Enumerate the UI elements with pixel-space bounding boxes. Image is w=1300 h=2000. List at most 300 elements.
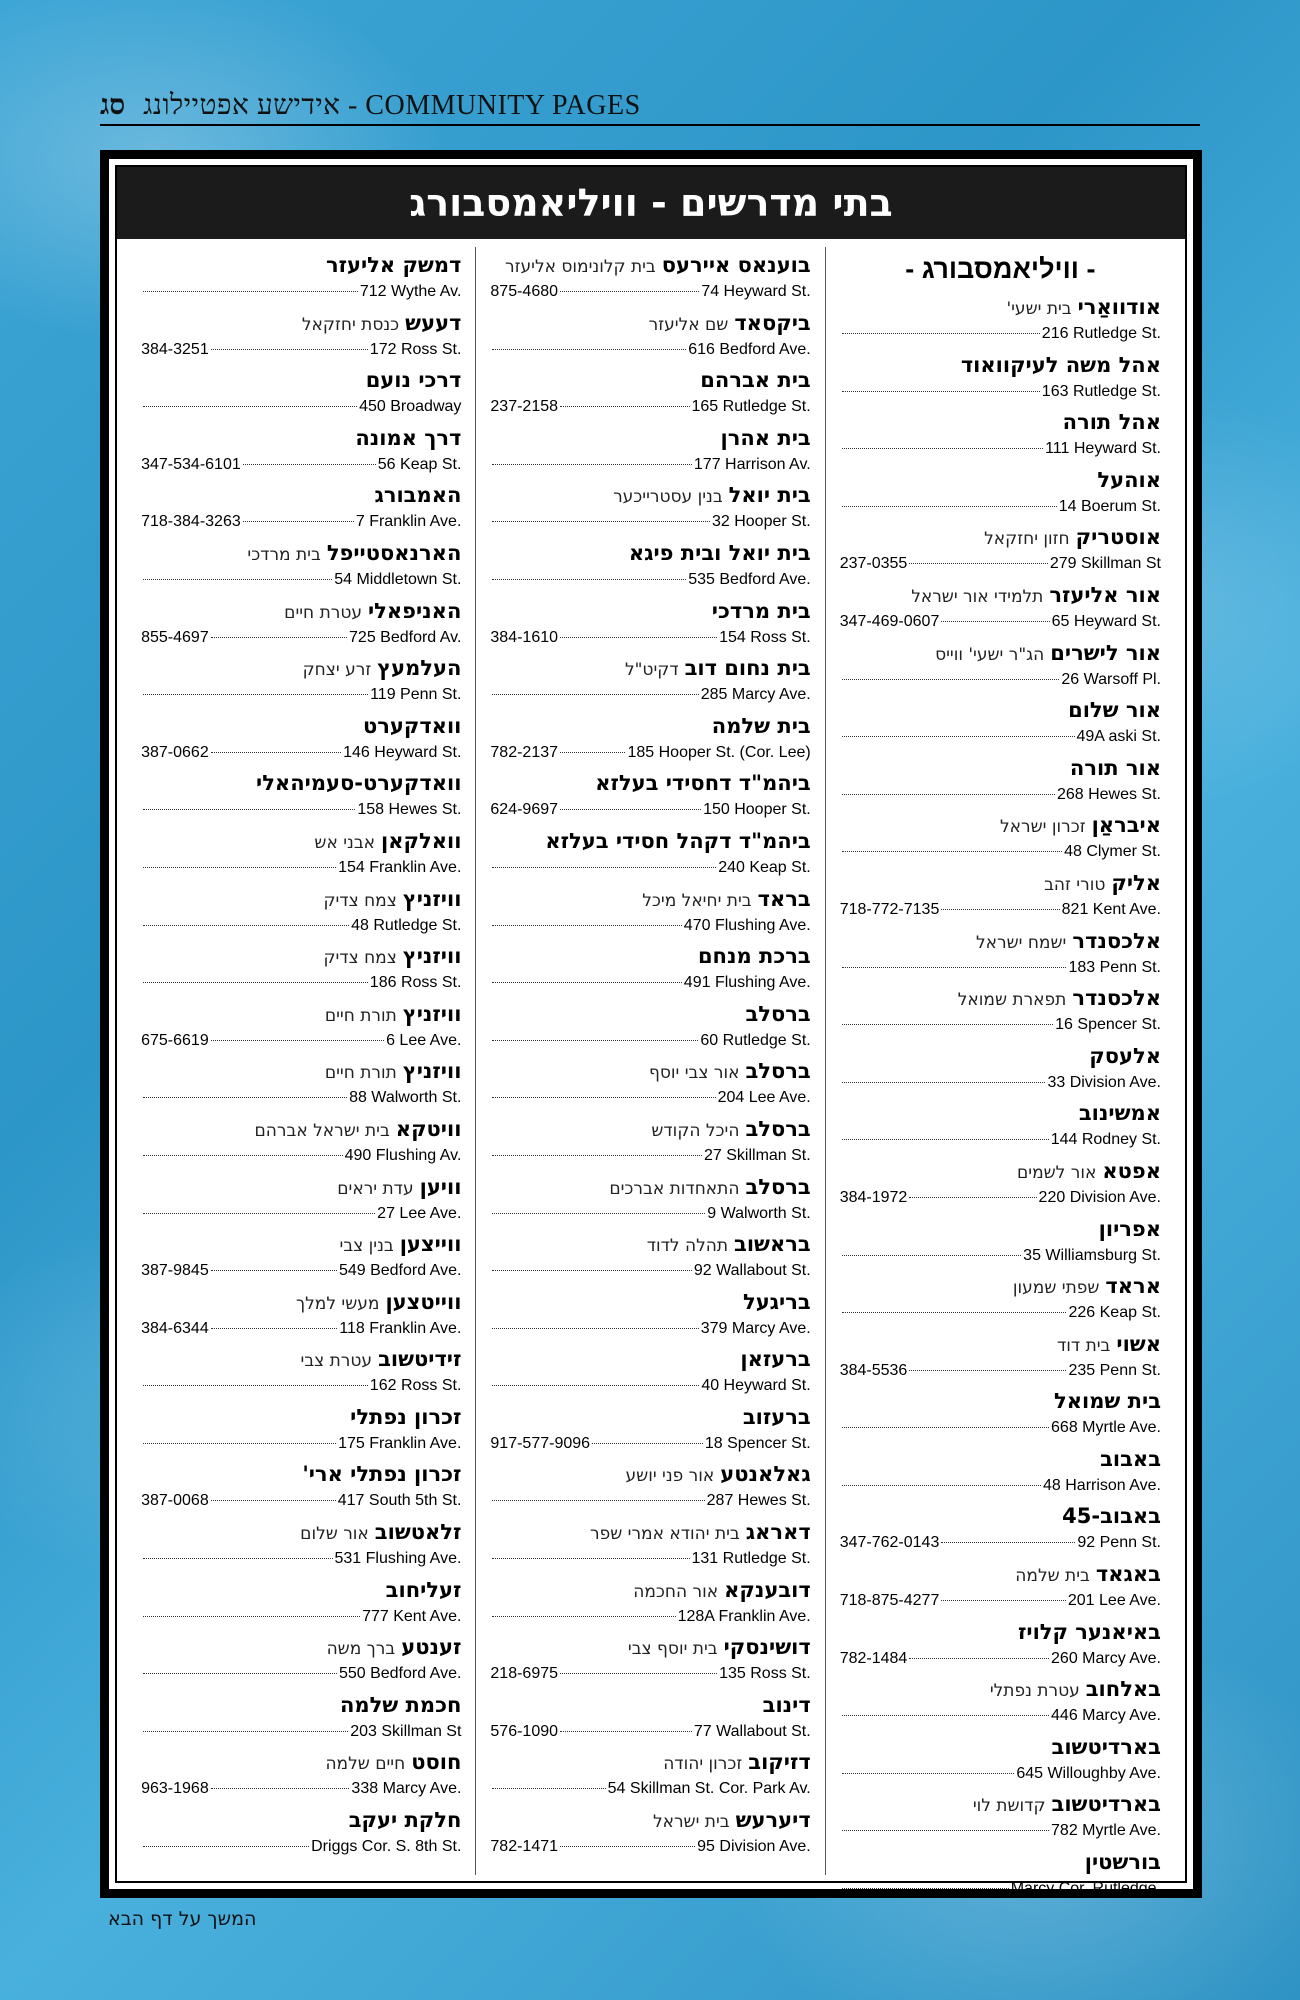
entry-name: העלמעץ (377, 656, 462, 681)
entry-phone: 718-384-3263 (141, 513, 241, 531)
entry-name: בית מרדכי (711, 598, 811, 623)
entry-name: האמבורג (374, 483, 462, 508)
entry-address: 725 Bedford Av. (349, 628, 462, 646)
entry-address: 446 Marcy Ave. (1051, 1707, 1161, 1725)
entry-name: גאלאנטע (720, 1462, 811, 1487)
entry-name: אשוי (1116, 1331, 1161, 1356)
entry-address: 183 Penn St. (1068, 958, 1161, 976)
entry-name: בארדיטשוב (1051, 1792, 1161, 1817)
list-item (490, 535, 810, 593)
entry-note: תהלה לדוד (646, 1236, 729, 1257)
dot-leader (243, 521, 354, 522)
entry-note: חיים שלמה (325, 1754, 406, 1775)
entry-address: 74 Heyward St. (701, 283, 811, 300)
entry-name: באבוב (1100, 1446, 1161, 1471)
entry-name: ברכת מנחם (697, 944, 811, 969)
list-item (141, 420, 461, 478)
list-item (490, 1629, 810, 1687)
entry-name: זעליחוב (385, 1577, 462, 1602)
entry-address: 154 Franklin Ave. (338, 858, 462, 876)
list-item (490, 1456, 810, 1514)
entry-address: 782 Myrtle Ave. (1051, 1822, 1161, 1840)
entry-note: ברך משה (326, 1639, 396, 1660)
entry-name: דיערעש (735, 1808, 811, 1833)
list-item (840, 347, 1161, 405)
entry-name: וואדקערט-סעמיהאלי (256, 771, 462, 796)
entry-name: בארדיטשוב (1051, 1734, 1161, 1759)
entry-name: אור שלום (1068, 698, 1161, 723)
entry-name: בית שלמה (711, 713, 811, 738)
dot-leader (211, 752, 341, 753)
list-item (490, 996, 810, 1054)
dot-leader (492, 925, 681, 926)
entry-name: ברעזוב (742, 1404, 811, 1429)
list-item (490, 1284, 810, 1342)
dot-leader (842, 1082, 1046, 1083)
entry-address: 204 Lee Ave. (717, 1089, 811, 1107)
entry-address: Marcy Cor. Rutledge. (1010, 1880, 1161, 1898)
list-item (141, 593, 461, 651)
entry-name: ווייטצען (385, 1289, 462, 1314)
list-item (840, 1671, 1161, 1729)
entry-name: וויזניץ (402, 944, 462, 969)
directory-column (826, 247, 1175, 1898)
entry-address: 26 Warsoff Pl. (1061, 670, 1161, 688)
entry-address: 235 Penn St. (1068, 1361, 1161, 1379)
entry-name: בית נחום דוב (684, 656, 811, 681)
dot-leader (211, 1328, 338, 1329)
dot-leader (211, 1040, 384, 1041)
directory-column (476, 247, 825, 1875)
entry-name: ביהמ"ד דקהל חסידי בעלזא (545, 828, 811, 853)
dot-leader (492, 349, 686, 350)
list-item (141, 1744, 461, 1802)
entry-note: עטרת צבי (300, 1351, 373, 1372)
entry-name: אהל תורה (1062, 410, 1161, 435)
entry-address: 9 Walworth St. (707, 1204, 811, 1222)
continued-note: המשך על דף הבא (108, 1908, 257, 1930)
entry-note: בית מרדכי (247, 544, 321, 565)
dot-leader (492, 1270, 691, 1271)
entry-note: אור פני יושע (625, 1466, 715, 1487)
list-item (490, 1572, 810, 1630)
dot-leader (492, 1616, 675, 1617)
dot-leader (592, 1443, 703, 1444)
entry-name: וויזניץ (402, 886, 462, 911)
entry-name: דרכי נועם (365, 368, 462, 393)
entry-note: שפתי שמעון (1012, 1278, 1100, 1299)
entry-address: 40 Heyward St. (701, 1377, 811, 1395)
entry-address: 186 Ross St. (369, 974, 462, 992)
entry-address: 7 Franklin Ave. (355, 513, 462, 531)
entry-address: 712 Wythe Av. (359, 283, 462, 300)
dot-leader (941, 621, 1049, 622)
entry-name: בית אהרן (720, 425, 811, 450)
list-item (840, 807, 1161, 865)
dot-leader (492, 464, 691, 465)
entry-address: 165 Rutledge St. (691, 398, 811, 416)
dot-leader (492, 867, 716, 868)
dot-leader (842, 1830, 1049, 1831)
entry-name: חלקת יעקב (348, 1808, 462, 1833)
directory-banner-title: בתי מדרשים - וויליאמסבורג (117, 167, 1185, 239)
list-item (840, 1038, 1161, 1096)
dot-leader (560, 637, 717, 638)
entry-address: 279 Skillman St (1049, 555, 1161, 573)
list-item (141, 535, 461, 593)
entry-note: תלמידי אור ישראל (911, 586, 1044, 607)
dot-leader (560, 1673, 717, 1674)
entry-address: 35 Williamsburg St. (1023, 1246, 1161, 1264)
entry-note: ישמח ישראל (975, 932, 1067, 953)
entry-address: 240 Keap St. (718, 858, 811, 876)
list-item (141, 1341, 461, 1399)
entry-phone: 237-2158 (490, 398, 559, 416)
list-item (141, 1572, 461, 1630)
entry-address: 48 Harrison Ave. (1043, 1476, 1161, 1494)
dot-leader (842, 1485, 1041, 1486)
entry-note: הג"ר ישעי' ווייס (935, 644, 1045, 665)
entry-address: 27 Lee Ave. (377, 1204, 462, 1222)
entry-address: 54 Skillman St. Cor. Park Av. (607, 1780, 811, 1798)
dot-leader (560, 752, 625, 753)
list-item (490, 593, 810, 651)
page-section-title: אידישע אפטיילונג - COMMUNITY PAGES (143, 90, 641, 121)
entry-address: 48 Clymer St. (1064, 843, 1161, 861)
entry-phone: 384-6344 (141, 1319, 209, 1337)
list-item (840, 1556, 1161, 1614)
dot-leader (143, 1097, 347, 1098)
dot-leader (842, 391, 1040, 392)
entry-note: בנין צבי (339, 1236, 394, 1257)
entry-name: באגאד (1095, 1562, 1161, 1587)
dot-leader (492, 1097, 715, 1098)
dot-leader (143, 694, 368, 695)
entry-name: דובענקא (724, 1577, 811, 1602)
entry-name: אור תורה (1069, 755, 1161, 780)
entry-name: אלכסנדר (1072, 986, 1161, 1011)
list-item (840, 1383, 1161, 1441)
entry-address: 535 Bedford Ave. (688, 570, 811, 588)
dot-leader (211, 349, 368, 350)
list-item (840, 289, 1161, 347)
dot-leader (941, 1600, 1066, 1601)
list-item (840, 1211, 1161, 1269)
list-item (490, 1399, 810, 1457)
dot-leader (909, 1197, 1036, 1198)
list-item (141, 1053, 461, 1111)
list-item (490, 881, 810, 939)
entry-name: זכרון נפתלי ארי' (302, 1462, 462, 1487)
entry-address: 32 Hooper St. (711, 513, 811, 531)
entry-address: 668 Myrtle Ave. (1051, 1419, 1161, 1437)
list-item (141, 996, 461, 1054)
entry-address: 417 South 5th St. (337, 1492, 462, 1510)
dot-leader (492, 1788, 605, 1789)
entry-note: עטרת חיים (284, 602, 362, 623)
list-item (141, 708, 461, 766)
entry-phone: 782-1471 (490, 1838, 559, 1856)
entry-name: באבוב-45 (1062, 1504, 1161, 1529)
entry-phone: 782-2137 (490, 743, 559, 761)
entry-note: בית קלונימוס אליעזר (505, 257, 656, 277)
entry-note: בית ישעי' (1006, 299, 1072, 319)
entry-address: 550 Bedford Ave. (338, 1665, 462, 1683)
entry-phone: 347-762-0143 (839, 1534, 940, 1552)
entry-note: אבני אש (314, 832, 376, 853)
dot-leader (909, 1658, 1049, 1659)
entry-phone: 387-0068 (141, 1492, 209, 1510)
entry-address: 450 Broadway (359, 398, 462, 416)
entry-phone: 718-875-4277 (839, 1592, 940, 1610)
entry-address: 268 Hewes St. (1056, 785, 1161, 803)
dot-leader (492, 1558, 689, 1559)
entry-name: בית יואל ובית פיגא (628, 540, 811, 565)
entry-name: וויטקא (395, 1116, 462, 1141)
entry-name: ברסלב (745, 1001, 811, 1026)
entry-address: 6 Lee Ave. (386, 1031, 462, 1049)
entry-phone: 624-9697 (490, 801, 559, 819)
list-item (141, 1284, 461, 1342)
entry-note: תפארת שמואל (957, 990, 1067, 1011)
entry-name: אמשינוב (1078, 1101, 1161, 1126)
list-item (840, 1614, 1161, 1672)
entry-phone: 718-772-7135 (839, 900, 940, 918)
entry-note: בית שלמה (1015, 1566, 1090, 1587)
entry-name: זכרון נפתלי (350, 1404, 462, 1429)
dot-leader (143, 925, 349, 926)
list-item (141, 1456, 461, 1514)
entry-name: דושינסקי (723, 1635, 811, 1660)
dot-leader (842, 1427, 1049, 1428)
entry-phone: 576-1090 (490, 1722, 559, 1740)
directory-column (127, 247, 476, 1875)
dot-leader (492, 1213, 705, 1214)
list-item (840, 865, 1161, 923)
entry-name: אהל משה לעיקוואוד (960, 352, 1161, 377)
dot-leader (143, 1385, 368, 1386)
dot-leader (560, 1846, 695, 1847)
entry-address: 146 Heyward St. (343, 743, 462, 761)
entry-address: 226 Keap St. (1068, 1304, 1161, 1322)
entry-address: 154 Ross St. (719, 628, 811, 646)
dot-leader (143, 1155, 342, 1156)
entry-address: 135 Ross St. (719, 1665, 811, 1683)
dot-leader (143, 982, 368, 983)
list-item (141, 247, 461, 305)
list-item (490, 1802, 810, 1860)
list-item (840, 635, 1161, 693)
dot-leader (560, 809, 701, 810)
entry-address: 287 Hewes St. (706, 1492, 811, 1510)
entry-address: 185 Hooper St. (Cor. Lee) (627, 743, 811, 761)
entry-name: בית יואל (728, 483, 811, 508)
list-item (141, 1226, 461, 1284)
entry-name: אראד (1105, 1274, 1161, 1299)
dot-leader (211, 1500, 336, 1501)
entry-name: ברעזאן (740, 1347, 811, 1372)
list-item (490, 1687, 810, 1745)
entry-phone: 387-9845 (141, 1262, 209, 1280)
entry-phone: 237-0355 (839, 555, 908, 573)
dot-leader (143, 291, 358, 292)
entry-name: וויען (419, 1174, 462, 1199)
entry-name: אפריון (1098, 1216, 1161, 1241)
entry-phone: 384-1972 (839, 1188, 908, 1206)
entry-note: תורת חיים (324, 1005, 397, 1026)
entry-note: אור החכמה (633, 1581, 719, 1602)
entry-address: 379 Marcy Ave. (700, 1319, 811, 1337)
entry-name: בית שמואל (1054, 1389, 1161, 1414)
entry-note: בית ישראל (652, 1812, 730, 1833)
entry-name: בית אברהם (700, 368, 811, 393)
entry-address: 158 Hewes St. (357, 801, 462, 819)
dot-leader (143, 1731, 348, 1732)
column-heading: - וויליאמסבורג - (905, 254, 1096, 284)
entry-address: 14 Boerum St. (1058, 497, 1161, 515)
list-item (490, 1111, 810, 1169)
entry-address: 48 Rutledge St. (351, 916, 462, 934)
entry-note: זכרון ישראל (999, 817, 1086, 838)
dot-leader (492, 1385, 699, 1386)
dot-leader (143, 1558, 332, 1559)
entry-address: 531 Flushing Ave. (334, 1550, 462, 1568)
list-item (141, 1514, 461, 1572)
entry-name: זידיטשוב (378, 1347, 462, 1372)
entry-address: 260 Marcy Ave. (1051, 1649, 1161, 1667)
dot-leader (842, 736, 1075, 737)
entry-note: זכרון יהודה (663, 1754, 743, 1775)
entry-name: דאראג (745, 1520, 811, 1545)
list-item (141, 650, 461, 708)
list-item (840, 1268, 1161, 1326)
entry-address: 175 Franklin Ave. (338, 1434, 462, 1452)
list-item (141, 1399, 461, 1457)
entry-phone: 387-0662 (141, 743, 209, 761)
list-item (840, 1844, 1161, 1902)
list-item (490, 938, 810, 996)
list-item (490, 1514, 810, 1572)
dot-leader (842, 1312, 1067, 1313)
dot-leader (842, 851, 1062, 852)
entry-name: אלעסק (1089, 1043, 1161, 1068)
entry-name: וואדקערט (362, 713, 462, 738)
entry-name: וויזניץ (402, 1001, 462, 1026)
entry-note: אור שלום (300, 1524, 369, 1545)
entry-name: אפטא (1102, 1158, 1161, 1183)
list-item (141, 1629, 461, 1687)
list-item (141, 477, 461, 535)
entry-note: מעשי למלך (296, 1293, 380, 1314)
list-item (141, 881, 461, 939)
entry-phone: 875-4680 (490, 283, 559, 300)
entry-phone: 963-1968 (141, 1780, 209, 1798)
entry-address: 821 Kent Ave. (1061, 900, 1161, 918)
entry-name: זלאטשוב (374, 1520, 462, 1545)
list-item (141, 938, 461, 996)
list-item (141, 1169, 461, 1227)
entry-name: ווייצען (399, 1232, 462, 1257)
dot-leader (143, 579, 332, 580)
entry-address: 150 Hooper St. (703, 801, 811, 819)
list-item (490, 1226, 810, 1284)
list-item (490, 1169, 810, 1227)
list-item (840, 1153, 1161, 1211)
list-item (141, 305, 461, 363)
entry-name: באלחוב (1085, 1677, 1161, 1702)
list-item (840, 980, 1161, 1038)
entry-phone: 675-6619 (141, 1031, 209, 1049)
entry-note: זרע יצחק (302, 660, 372, 681)
list-item (490, 708, 810, 766)
list-item (840, 750, 1161, 808)
entry-name: בראשוב (734, 1232, 811, 1257)
dot-leader (842, 333, 1040, 334)
entry-note: בית דוד (1056, 1335, 1111, 1356)
list-item (141, 823, 461, 881)
entry-name: דמשק אליעזר (325, 253, 462, 277)
list-item (840, 519, 1161, 577)
entry-name: הארנאסטייפל (326, 540, 462, 565)
entry-address: 777 Kent Ave. (362, 1607, 462, 1625)
entry-address: 16 Spencer St. (1055, 1016, 1161, 1034)
list-item (840, 692, 1161, 750)
entry-address: 88 Walworth St. (349, 1089, 462, 1107)
list-item (490, 823, 810, 881)
dot-leader (842, 679, 1060, 680)
entry-name: בריגעל (742, 1289, 811, 1314)
entry-address: 77 Wallabout St. (693, 1722, 811, 1740)
entry-note: בית יחיאל מיכל (642, 890, 752, 911)
list-item (840, 1786, 1161, 1844)
dot-leader (492, 1328, 698, 1329)
dot-leader (909, 563, 1048, 564)
list-item (840, 1326, 1161, 1384)
entry-address: 645 Willoughby Ave. (1016, 1764, 1161, 1782)
entry-address: 162 Ross St. (369, 1377, 462, 1395)
dot-leader (492, 1040, 698, 1041)
entry-address: 128A Franklin Ave. (677, 1607, 811, 1625)
entry-address: 220 Division Ave. (1038, 1188, 1161, 1206)
entry-address: 285 Marcy Ave. (700, 686, 811, 704)
list-item (840, 1729, 1161, 1787)
entry-name: ביהמ"ד דחסידי בעלזא (595, 771, 811, 796)
entry-address: 92 Penn St. (1077, 1534, 1161, 1552)
entry-address: 27 Skillman St. (703, 1146, 811, 1164)
entry-note: כנסת יחזקאל (301, 314, 400, 335)
list-item (490, 362, 810, 420)
dot-leader (243, 464, 376, 465)
dot-leader (492, 1500, 704, 1501)
entry-address: 216 Rutledge St. (1041, 325, 1161, 342)
entry-name: ברסלב (745, 1174, 811, 1199)
entry-name: דעעש (405, 310, 462, 335)
entry-note: תורת חיים (324, 1063, 397, 1084)
entry-address: 131 Rutledge St. (691, 1550, 811, 1568)
dot-leader (492, 579, 686, 580)
list-item (490, 247, 810, 305)
list-item (141, 1111, 461, 1169)
dot-leader (211, 1788, 350, 1789)
entry-note: קדושת לוי (972, 1796, 1046, 1817)
entry-name: בורשטין (1084, 1850, 1161, 1875)
entry-name: חכמת שלמה (339, 1692, 462, 1717)
entry-name: חוסט (411, 1750, 462, 1775)
list-item (840, 923, 1161, 981)
entry-name: ברסלב (745, 1059, 811, 1084)
entry-address: 65 Heyward St. (1051, 612, 1161, 630)
entry-name: אוהעל (1097, 467, 1161, 492)
